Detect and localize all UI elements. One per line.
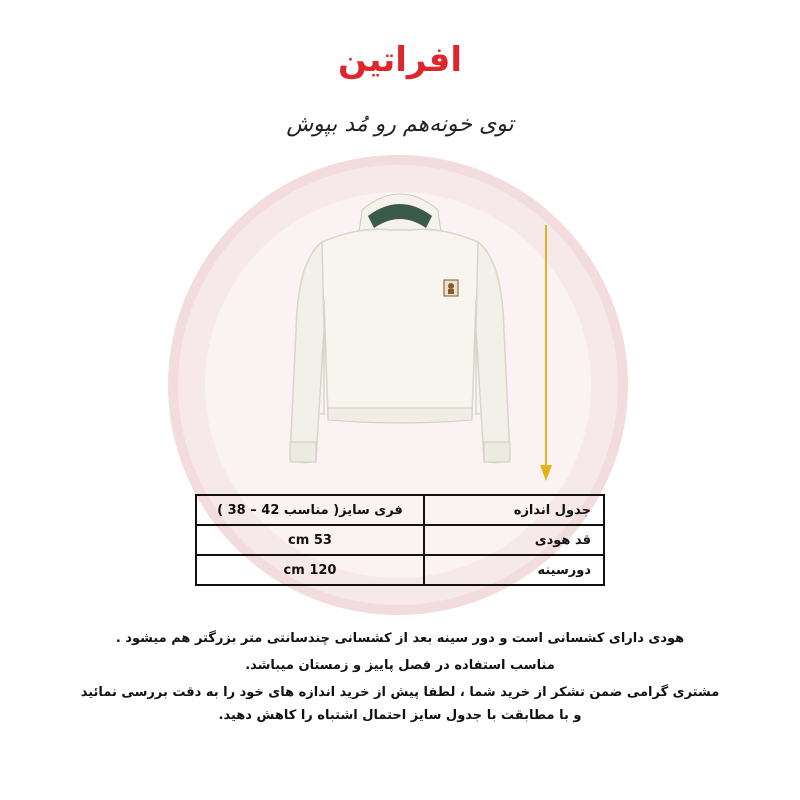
table-row <box>196 525 604 555</box>
hoodie-cuff-left <box>290 442 316 462</box>
table-cell: دورسینه <box>424 555 604 585</box>
note-season: مناسب استفاده در فصل پاییز و زمستان میباشد. <box>245 658 555 673</box>
table-cell: 120 cm <box>196 555 424 585</box>
hoodie-sleeve-left <box>290 242 324 463</box>
hoodie-sleeve-right <box>476 242 510 463</box>
table-row <box>196 495 604 525</box>
brand-logo: افراتین <box>338 40 462 80</box>
notes <box>80 625 720 727</box>
table-cell: قد هودی <box>424 525 604 555</box>
table-cell: فری سایز( مناسب 42 – 38 ) <box>196 495 424 525</box>
length-arrow-icon <box>536 225 556 485</box>
note-customer: مشتری گرامی ضمن تشکر از خرید شما ، لطفا پیش از خرید اندازه های خود را به دقت بررسی نمائید و با مطابقت با جدول سایز احتمال اشتباه را کاهش دهید. <box>80 685 720 723</box>
table-cell: 53 cm <box>196 525 424 555</box>
size-table <box>195 494 605 586</box>
slogan: توی خونه‌هم رو مُد بپوش <box>286 112 514 137</box>
hoodie-image <box>250 180 550 500</box>
table-cell: جدول اندازه <box>424 495 604 525</box>
hoodie-body <box>302 229 498 416</box>
table-row <box>196 555 604 585</box>
note-elasticity: هودی دارای کشسانی است و دور سینه بعد از کشسانی چندسانتی متر بزرگتر هم میشود . <box>115 631 685 646</box>
hoodie-hem <box>328 408 472 423</box>
hoodie-cuff-right <box>484 442 510 462</box>
